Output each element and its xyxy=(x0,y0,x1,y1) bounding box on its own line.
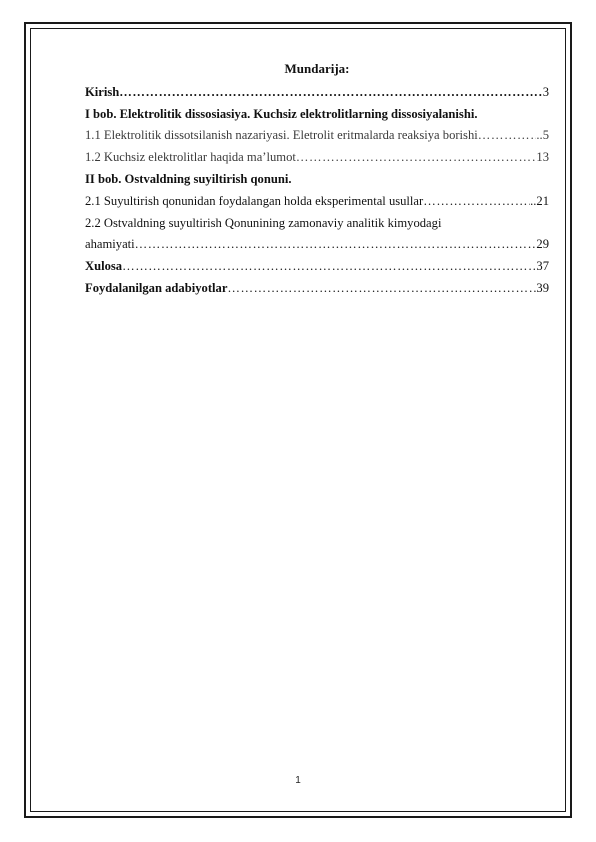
toc-leader-dots xyxy=(296,147,537,169)
toc-leader-dots xyxy=(423,191,530,213)
toc-entry-text: Kirish xyxy=(85,84,120,99)
toc-entry-1-1[interactable] xyxy=(85,125,549,147)
toc-chapter-1[interactable] xyxy=(85,104,549,126)
toc-entry-text: 1.1 Elektrolitik dissotsilanish nazariyasi. Eletrolit eritmalarda reaksiya borishi xyxy=(85,128,478,143)
toc-entry-text: I bob. Elektrolitik dissosiasiya. Kuchsiz elektrolitlarning dissosiyalanishi. xyxy=(85,106,478,121)
toc-leader-dots xyxy=(119,82,542,104)
table-of-contents xyxy=(85,58,549,300)
toc-entry-text: II bob. Ostvaldning suyiltirish qonuni. xyxy=(85,171,292,186)
toc-entry-2-2-line2[interactable] xyxy=(85,234,549,256)
toc-entry-text: Foydalanilgan adabiyotlar xyxy=(85,280,228,295)
toc-entry-2-1[interactable] xyxy=(85,191,549,213)
toc-entry-text: 1.2 Kuchsiz elektrolitlar haqida ma’lumot xyxy=(85,150,296,165)
toc-title: Mundarija: xyxy=(284,61,350,76)
toc-entry-text: 2.1 Suyultirish qonunidan foydalangan holda eksperimental usullar xyxy=(85,193,424,208)
toc-entry-adabiyotlar[interactable] xyxy=(85,278,549,300)
toc-leader-dots xyxy=(135,234,537,256)
toc-leader-dots xyxy=(227,278,536,300)
toc-entry-page: 13 xyxy=(536,150,549,165)
toc-entry-page: 3 xyxy=(542,84,549,99)
toc-entry-1-2[interactable] xyxy=(85,147,549,169)
toc-entry-page: 29 xyxy=(536,237,549,252)
toc-entry-page: ..21 xyxy=(530,193,549,208)
toc-entry-xulosa[interactable] xyxy=(85,256,549,278)
page-number: 1 xyxy=(295,775,301,786)
toc-entry-page: 37 xyxy=(536,259,549,274)
toc-entry-page: 39 xyxy=(536,280,549,295)
toc-entry-text: 2.2 Ostvaldning suyultirish Qonunining zamonaviy analitik kimyodagi xyxy=(85,215,442,230)
toc-leader-dots xyxy=(122,256,536,278)
toc-entry-text: ahamiyati xyxy=(85,237,135,252)
toc-entry-text: Xulosa xyxy=(85,259,123,274)
toc-entry-kirish[interactable] xyxy=(85,82,549,104)
toc-chapter-2[interactable] xyxy=(85,169,549,191)
toc-leader-dots xyxy=(478,125,537,147)
toc-entry-page: ..5 xyxy=(536,128,549,143)
toc-entry-2-2-line1[interactable] xyxy=(85,213,549,235)
